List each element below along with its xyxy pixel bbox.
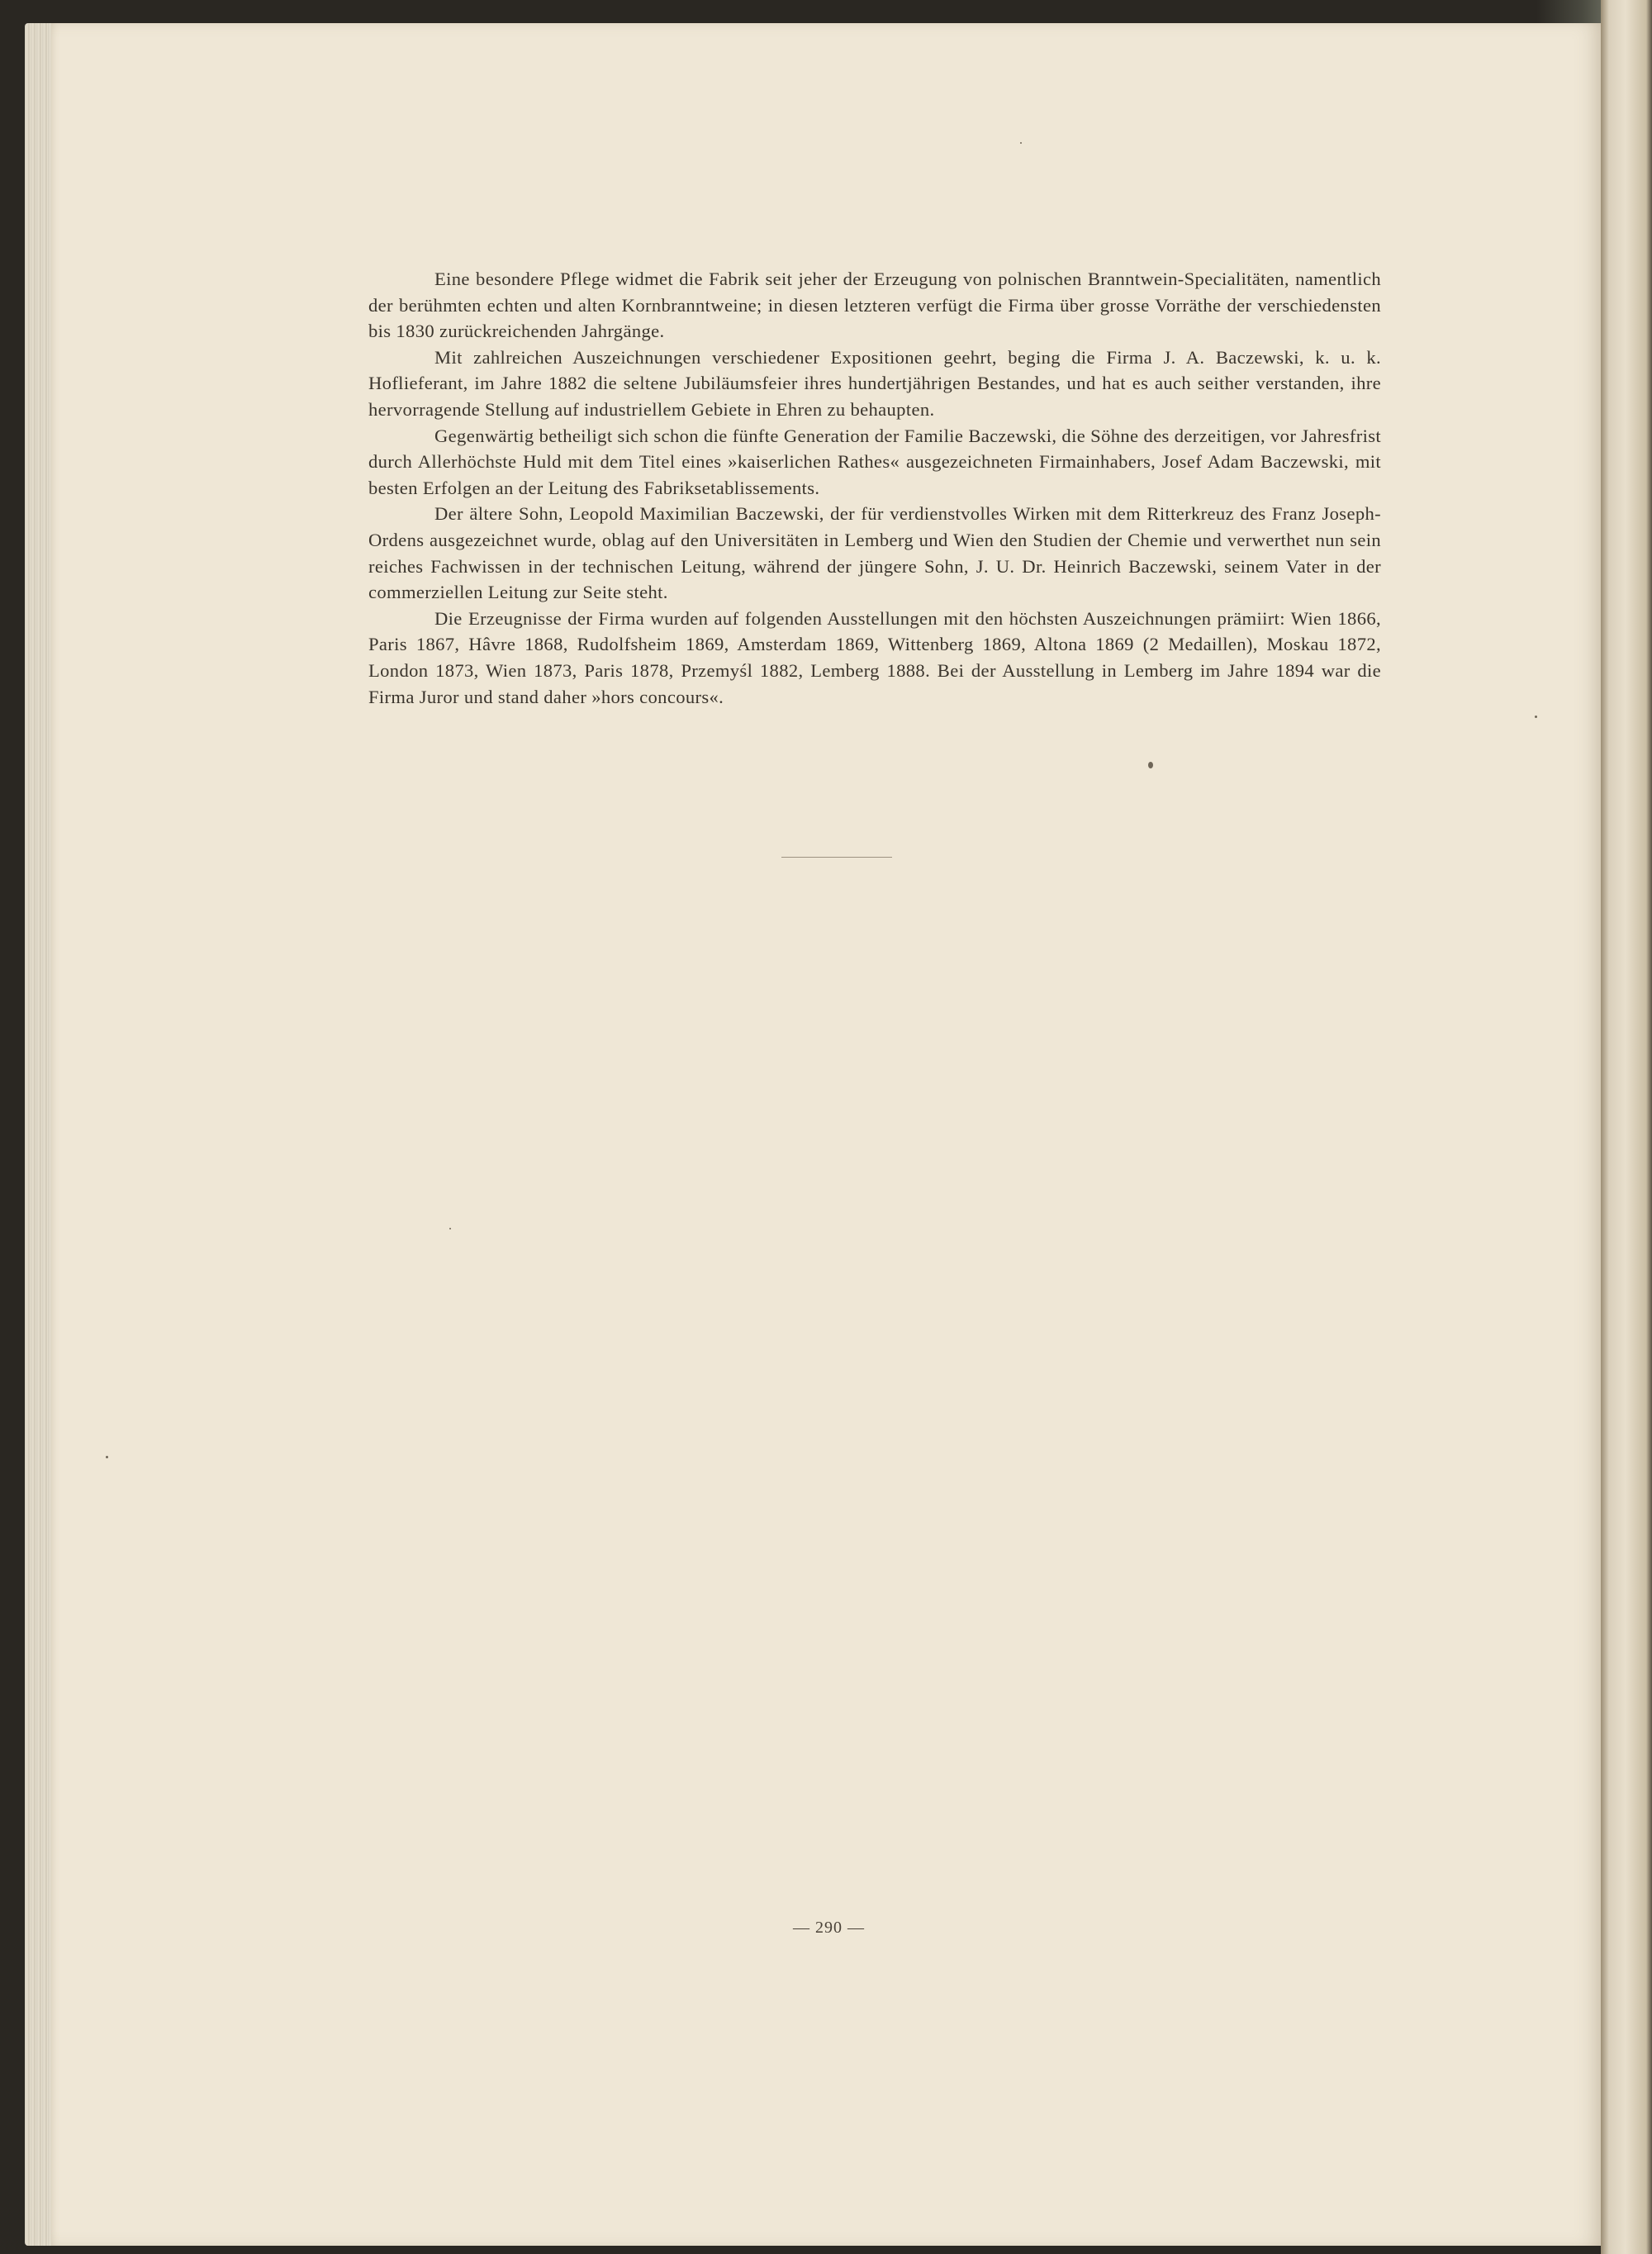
paper-speck	[1148, 762, 1153, 768]
book-binding	[1601, 0, 1652, 2254]
paper-speck	[449, 1228, 451, 1229]
page-number: — 290 —	[793, 1919, 865, 1937]
paper-speck	[1020, 142, 1022, 144]
section-divider	[781, 857, 892, 858]
paragraph-5: Die Erzeugnisse der Firma wurden auf folgenden Ausstellungen mit den höchsten Auszeichnungen prämiirt: Wien 1866, Paris 1867, Hâvre 1868, Rudolfsheim 1869, Amsterdam 1869, Wittenberg 1869, Altona 1869 (2 Medaillen), Moskau 1872, London 1873, Wien 1873, Paris 1878, Przemyśl 1882, Lemberg 1888. Bei der Ausstellung in Lemberg im Jahre 1894 war die Firma Juror und stand daher »hors concours«.	[368, 607, 1381, 707]
paper-speck	[1535, 716, 1537, 718]
body-text	[368, 266, 1381, 710]
paragraph-4: Der ältere Sohn, Leopold Maximilian Baczewski, der für verdienstvolles Wirken mit dem Ritterkreuz des Franz Joseph-Ordens ausgezeichnet wurde, oblag auf den Universitäten in Lemberg und Wien den Studien der Chemie und verwerthet nun sein reiches Fachwissen in der technischen Leitung, während der jüngere Sohn, J. U. Dr. Heinrich Baczewski, seinem Vater in der commerziellen Leitung zur Seite steht.	[368, 503, 1381, 603]
paper-speck	[106, 1456, 108, 1458]
paragraph-3: Gegenwärtig betheiligt sich schon die fünfte Generation der Familie Baczewski, die Söhne des derzeitigen, vor Jahresfrist durch Allerhöchste Huld mit dem Titel eines »kaiserlichen Rathes« ausgezeichneten Firmainhabers, Josef Adam Baczewski, mit besten Erfolgen an der Leitung des Fabriksetablissements.	[368, 425, 1381, 498]
paragraph-2: Mit zahlreichen Auszeichnungen verschiedener Expositionen geehrt, beging die Firma J. A. Baczewski, k. u. k. Hoflieferant, im Jahre 1882 die seltene Jubiläumsfeier ihres hundertjährigen Bestandes, und hat es auch seither verstanden, ihre hervorragende Stellung auf industriellem Gebiete in Ehren zu behaupten.	[368, 346, 1381, 420]
paragraph-1: Eine besondere Pflege widmet die Fabrik seit jeher der Erzeugung von polnischen Branntwein-Specialitäten, namentlich der berühmten echten und alten Kornbranntweine; in diesen letzteren verfügt die Firma über grosse Vorräthe der verschiedensten bis 1830 zurückreichenden Jahrgänge.	[368, 269, 1381, 342]
